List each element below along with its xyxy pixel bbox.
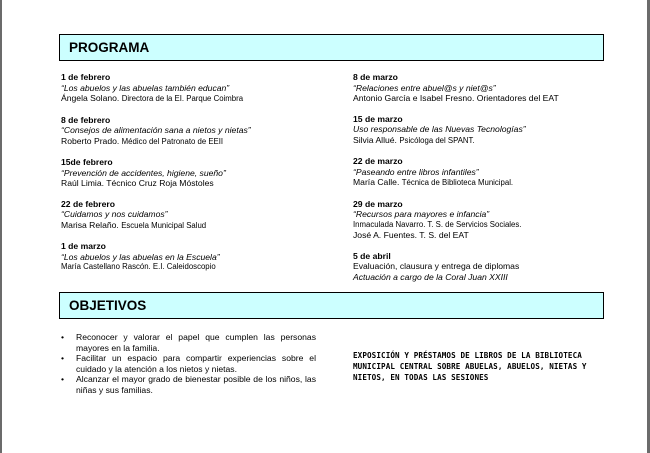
list-item <box>61 353 316 374</box>
page-edge-left <box>0 0 2 453</box>
event-date: 1 de marzo <box>61 241 106 251</box>
speaker-role: Médico del Patronato de EEII <box>121 136 224 146</box>
event-title: “Recursos para mayores e infancia” <box>353 209 490 219</box>
speaker-name: Silvia Allué. <box>353 134 397 145</box>
event-date: 5 de abril <box>353 250 391 261</box>
objectives-list <box>61 332 316 395</box>
speaker-name: Antonio García e Isabel Fresno. Orientadores del EAT <box>353 93 559 103</box>
closing-performance: Actuación a cargo de la Coral Juan XXIII <box>353 271 508 282</box>
exposicion-notice: EXPOSICIÓN Y PRÉSTAMOS DE LIBROS DE LA BIBLIOTECA MUNICIPAL CENTRAL SOBRE ABUELAS, ABUELOS, NIETAS Y NIETOS, EN TODAS LAS SESIONES <box>353 351 587 382</box>
program-left-column <box>61 72 331 283</box>
speaker-role: Psicóloga del SPANT. <box>399 135 475 145</box>
speaker-role: Directora de la EI. Parque Coimbra <box>121 94 244 103</box>
event-title: “Prevención de accidentes, higiene, sueño” <box>61 167 226 178</box>
event-date: 8 de febrero <box>61 114 111 125</box>
speaker-role: Técnica de Biblioteca Municipal. <box>401 178 514 187</box>
event-5-abril <box>353 251 623 283</box>
event-date: 29 de marzo <box>353 198 403 209</box>
speaker-name: Roberto Prado. <box>61 135 120 146</box>
event-title: “Paseando entre libros infantiles” <box>353 166 479 177</box>
event-date: 22 de febrero <box>61 198 115 209</box>
list-item <box>61 374 316 395</box>
event-15-febrero <box>61 157 331 189</box>
event-title: “Relaciones entre abuel@s y niet@s” <box>353 82 496 93</box>
speaker-role: Inmaculada Navarro. T. S. de Servicios Sociales. <box>353 219 522 229</box>
event-date: 15de febrero <box>61 157 113 167</box>
bullet-icon: • <box>61 374 65 384</box>
event-29-marzo <box>353 199 623 241</box>
event-title: Uso responsable de las Nuevas Tecnologías” <box>353 124 526 134</box>
event-8-marzo <box>353 72 623 104</box>
list-item <box>61 332 316 353</box>
event-speaker <box>61 136 331 148</box>
event-title: “Los abuelos y las abuelas en la Escuela” <box>61 251 220 262</box>
event-date: 15 de marzo <box>353 113 403 124</box>
speaker-name: Marisa Relaño. <box>61 219 119 230</box>
event-date: 22 de marzo <box>353 156 403 166</box>
event-1-marzo <box>61 241 331 273</box>
event-8-febrero <box>61 115 331 148</box>
speaker-name: Raúl Limia. Técnico Cruz Roja Móstoles <box>61 178 214 188</box>
objetivos-heading: OBJETIVOS <box>59 292 604 319</box>
speaker-role: Escuela Municipal Salud <box>121 220 207 230</box>
speaker-name: Ángela Solano. <box>61 93 120 103</box>
objective-text: Alcanzar el mayor grado de bienestar posible de los niños, las niñas y sus familias. <box>76 374 316 395</box>
event-speaker <box>353 177 623 189</box>
event-speaker <box>61 178 331 189</box>
speaker-name: José A. Fuentes. T. S. del EAT <box>353 230 469 240</box>
speaker-role: María Castellano Rascón. E.I. Caleidoscopio <box>61 262 216 271</box>
event-title: “Los abuelos y las abuelas también educan” <box>61 82 230 93</box>
speaker-name: María Calle. <box>353 177 400 187</box>
objective-text: Facilitar un espacio para compartir experiencias sobre el cuidado y la atención a los nietos y nietas. <box>76 353 316 374</box>
bullet-icon: • <box>61 332 65 342</box>
programa-heading: PROGRAMA <box>59 34 604 61</box>
event-date: 8 de marzo <box>353 72 398 82</box>
event-title: “Consejos de alimentación sana a nietos y nietas” <box>61 125 251 135</box>
event-title: “Cuidamos y nos cuidamos” <box>61 209 168 219</box>
event-22-febrero <box>61 199 331 232</box>
event-22-marzo <box>353 156 623 189</box>
objective-text: Reconocer y valorar el papel que cumplen las personas mayores en la familia. <box>76 332 316 353</box>
event-15-marzo <box>353 114 623 147</box>
event-speaker <box>61 220 331 232</box>
event-speaker <box>61 93 331 105</box>
program-right-column <box>353 72 623 292</box>
event-1-febrero <box>61 72 331 105</box>
closing-description: Evaluación, clausura y entrega de diplomas <box>353 261 520 271</box>
event-speaker <box>353 135 623 147</box>
bullet-icon: • <box>61 353 65 363</box>
event-date: 1 de febrero <box>61 72 111 82</box>
